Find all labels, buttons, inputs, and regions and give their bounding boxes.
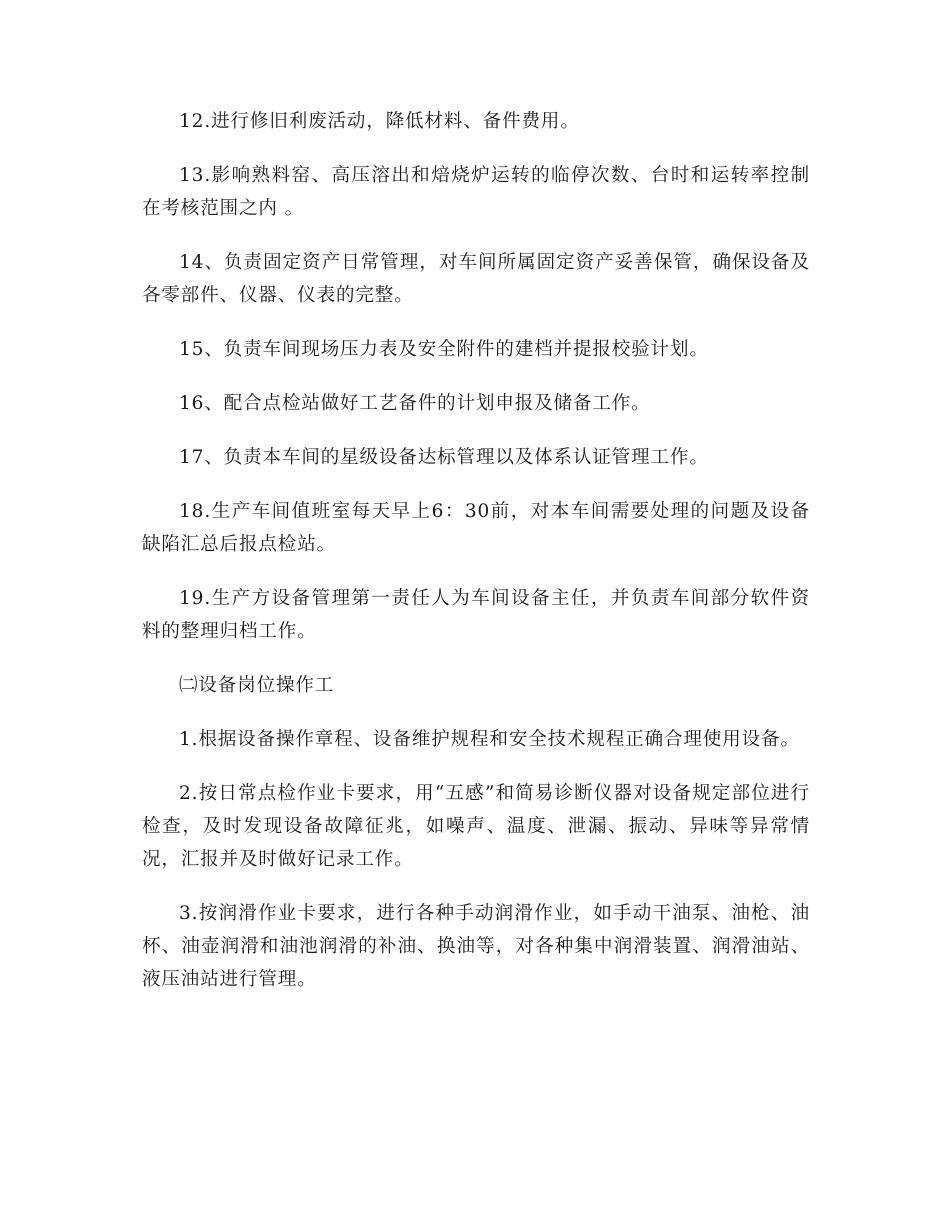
paragraph-item-18: 18.生产车间值班室每天早上6：30前，对本车间需要处理的问题及设备缺陷汇总后报点检站。 <box>142 501 810 555</box>
paragraph-item-12: 12.进行修旧利废活动，降低材料、备件费用。 <box>179 111 580 132</box>
paragraph-item-3: 3.按润滑作业卡要求，进行各种手动润滑作业，如手动干油泵、油枪、油杯、油壶润滑和油池润滑的补油、换油等，对各种集中润滑装置、润滑油站、液压油站进行管理。 <box>142 903 810 990</box>
paragraph-item-1: 1.根据设备操作章程、设备维护规程和安全技术规程正确合理使用设备。 <box>179 729 800 750</box>
paragraph-item-16: 16、配合点检站做好工艺备件的计划申报及储备工作。 <box>179 393 651 414</box>
section-heading-operator: ㈡设备岗位操作工 <box>179 675 335 696</box>
paragraph-item-2: 2.按日常点检作业卡要求，用“五感”和简易诊断仪器对设备规定部位进行检查，及时发现设备故障征兆，如噪声、温度、泄漏、振动、异味等异常情况，汇报并及时做好记录工作。 <box>142 783 810 870</box>
paragraph-item-13: 13.影响熟料窑、高压溶出和焙烧炉运转的临停次数、台时和运转率控制在考核范围之内 。 <box>142 165 810 219</box>
paragraph-item-19: 19.生产方设备管理第一责任人为车间设备主任，并负责车间部分软件资料的整理归档工作。 <box>142 588 810 642</box>
paragraph-item-17: 17、负责本车间的星级设备达标管理以及体系认证管理工作。 <box>179 447 709 468</box>
paragraph-item-14: 14、负责固定资产日常管理，对车间所属固定资产妥善保管，确保设备及各零部件、仪器、仪表的完整。 <box>142 252 810 306</box>
paragraph-item-15: 15、负责车间现场压力表及安全附件的建档并提报校验计划。 <box>179 339 709 360</box>
